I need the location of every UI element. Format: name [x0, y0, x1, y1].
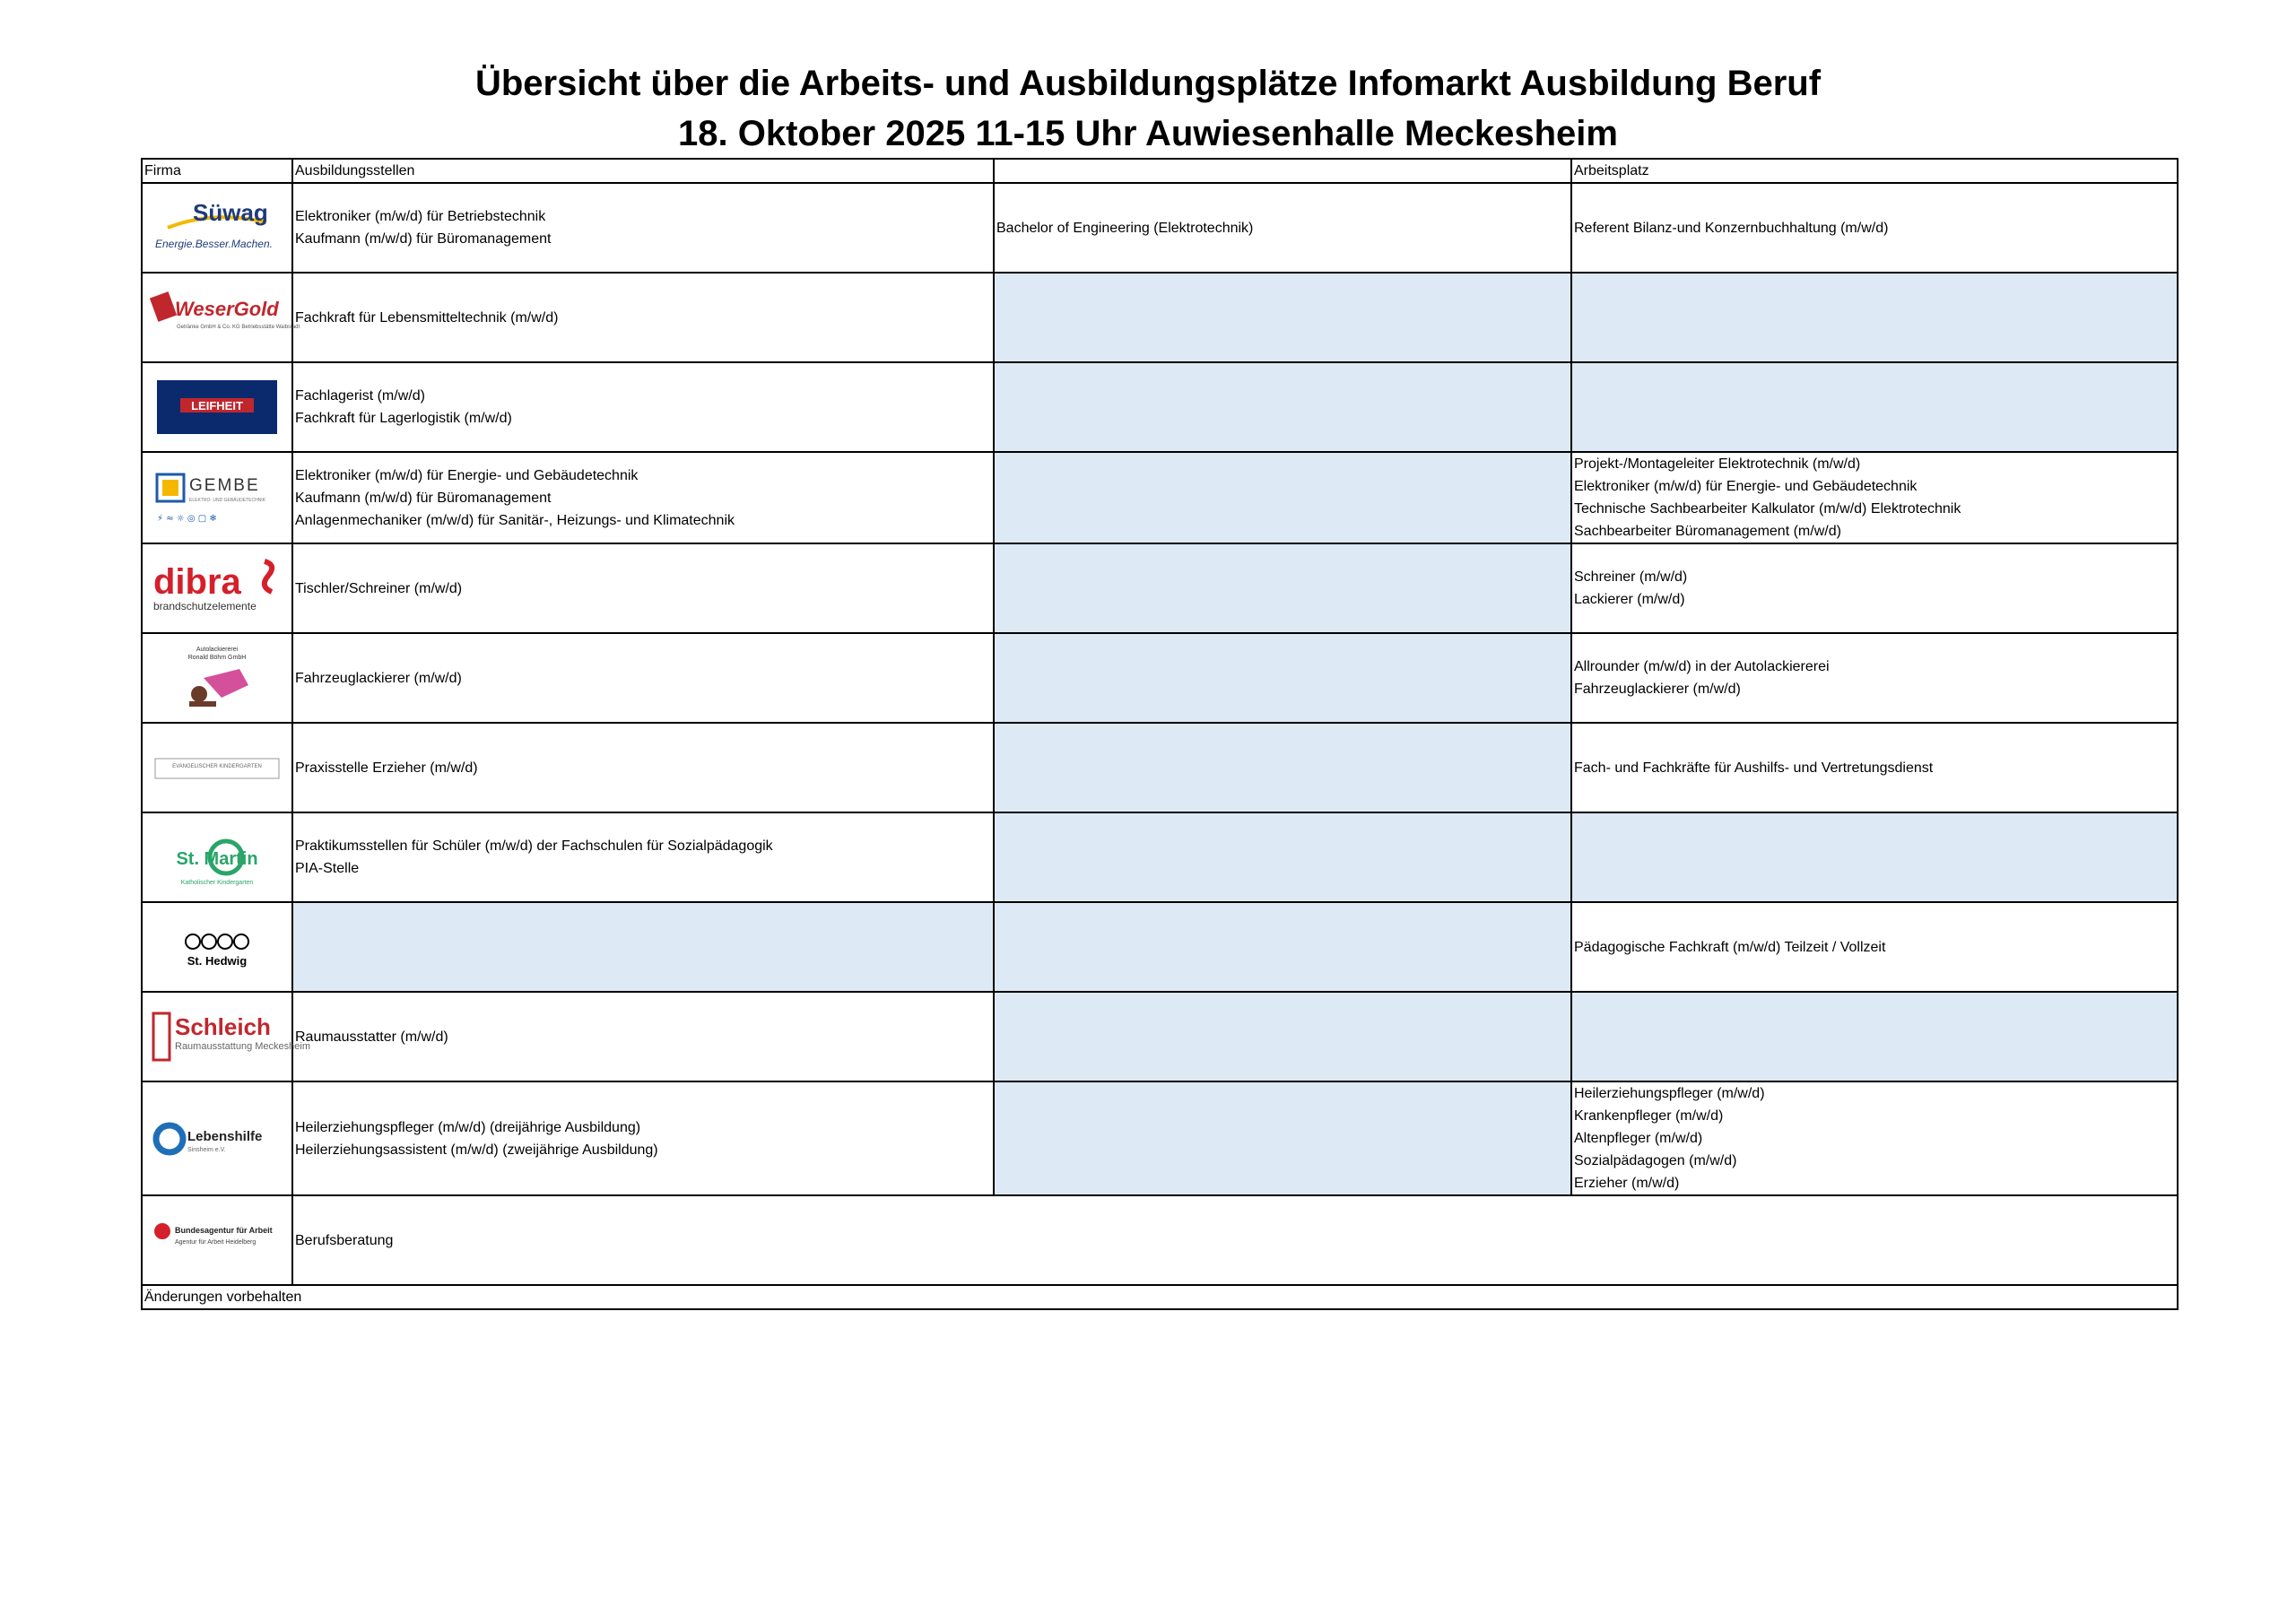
cell-line: Kaufmann (m/w/d) für Büromanagement	[295, 231, 552, 247]
table-row-agentur	[142, 1195, 2178, 1285]
cell-line: Fahrzeuglackierer (m/w/d)	[1574, 682, 1741, 697]
arbeitsplatz-cell	[1571, 183, 2178, 273]
company-logo-cell	[142, 992, 311, 1081]
cell-line: Lackierer (m/w/d)	[1574, 592, 1685, 607]
ausbildung-cell	[292, 902, 994, 992]
painter-base	[189, 701, 216, 707]
bundesagentur-logo	[144, 1204, 290, 1276]
studium-cell	[994, 1081, 1571, 1195]
spray-shape-icon	[204, 669, 248, 698]
table-row	[142, 543, 2178, 633]
jobs-table	[141, 158, 2179, 1310]
ausbildung-cell	[292, 723, 994, 812]
dibra-wordmark: dibra	[153, 562, 241, 602]
table-row	[142, 362, 2178, 452]
studium-cell	[994, 273, 1571, 362]
ausbildung-cell	[292, 362, 994, 452]
child-face-icon	[186, 934, 200, 949]
column-header-arbeitsplatz: Arbeitsplatz	[1571, 159, 2178, 183]
studium-cell	[994, 362, 1571, 452]
company-logo-cell	[142, 633, 292, 723]
company-logo-cell	[142, 723, 292, 812]
cell-line: Projekt-/Montageleiter Elektrotechnik (m/w/d)	[1574, 456, 1861, 472]
st-martin-wordmark: St. Martin	[176, 849, 258, 869]
child-face-icon	[234, 934, 248, 949]
column-header-firma: Firma	[142, 159, 292, 183]
studium-cell	[994, 812, 1571, 902]
table-row	[142, 183, 2178, 273]
gembe-sub: ELEKTRO- UND GEBÄUDETECHNIK	[189, 498, 266, 503]
ausbildung-cell	[292, 183, 994, 273]
arbeitsplatz-cell	[1571, 1081, 2178, 1195]
gembe-mark-inner	[162, 480, 178, 496]
cell-line: Fachlagerist (m/w/d)	[295, 388, 425, 404]
schleich-sub: Raumausstattung Meckesheim	[175, 1041, 311, 1052]
table-row	[142, 812, 2178, 902]
cell-line: Fahrzeuglackierer (m/w/d)	[295, 670, 462, 686]
dibra-sub: brandschutzelemente	[153, 600, 257, 612]
company-logo-cell	[142, 902, 292, 992]
suewag-logo	[144, 192, 290, 264]
cell-line: Sozialpädagogen (m/w/d)	[1574, 1153, 1737, 1168]
autolack-sub: Ronald Böhm GmbH	[187, 655, 247, 661]
cell-line: Krankenpfleger (m/w/d)	[1574, 1108, 1724, 1124]
bundesagentur-wordmark: Bundesagentur für Arbeit	[175, 1226, 273, 1235]
cell-line: Bachelor of Engineering (Elektrotechnik)	[996, 220, 1254, 236]
ausbildung-cell	[292, 812, 994, 902]
gembe-icons: ⚡ ≈ ☼ ◎ ▢ ❄	[157, 514, 217, 524]
table-row	[142, 452, 2178, 543]
wesergold-sub: Getränke GmbH & Co. KG Betriebsstätte Waibstadt	[177, 325, 300, 330]
gembe-wordmark: GEMBE	[189, 476, 260, 495]
autolackiererei-logo	[144, 642, 290, 714]
suewag-slogan: Energie.Besser.Machen.	[155, 238, 273, 250]
arbeitsplatz-cell	[1571, 812, 2178, 902]
cell-line: Heilerziehungsassistent (m/w/d) (zweijährige Ausbildung)	[295, 1142, 658, 1158]
arbeitsplatz-cell	[1571, 452, 2178, 543]
leifheit-logo	[144, 371, 290, 443]
kindergarten-logo	[144, 732, 290, 803]
arbeitsplatz-cell	[1571, 723, 2178, 812]
studium-cell	[994, 902, 1571, 992]
lebenshilfe-mark	[156, 1125, 183, 1152]
company-logo-cell	[142, 812, 292, 902]
company-logo-cell	[142, 452, 292, 543]
cell-line: Pädagogische Fachkraft (m/w/d) Teilzeit / Vollzeit	[1574, 939, 1886, 955]
table-row	[142, 723, 2178, 812]
arbeitsplatz-cell	[1571, 992, 2178, 1081]
changes-reserved-note: Änderungen vorbehalten	[142, 1285, 2178, 1309]
ausbildung-cell	[292, 452, 994, 543]
st-hedwig-wordmark: St. Hedwig	[187, 954, 248, 968]
page-title-line-1: Übersicht über die Arbeits- und Ausbildungsplätze Infomarkt Ausbildung Beruf	[474, 64, 1822, 103]
company-logo-cell	[142, 362, 292, 452]
cell-line: Erzieher (m/w/d)	[1574, 1176, 1680, 1191]
arbeitsplatz-cell	[1571, 362, 2178, 452]
st-martin-logo	[144, 821, 290, 893]
table-row	[142, 633, 2178, 723]
table-footer-row	[142, 1285, 2178, 1309]
cell-line: Heilerziehungspfleger (m/w/d) (dreijährige Ausbildung)	[295, 1119, 641, 1135]
cell-line: Praxisstelle Erzieher (m/w/d)	[295, 760, 478, 776]
cell-line: Tischler/Schreiner (m/w/d)	[295, 580, 463, 596]
kindergarten-wordmark: EVANGELISCHER KINDERGARTEN	[172, 764, 262, 769]
lebenshilfe-logo	[144, 1103, 290, 1175]
ausbildung-cell	[292, 992, 994, 1081]
table-header-row	[142, 159, 2178, 183]
company-logo-cell	[142, 1081, 292, 1195]
column-header-studium	[994, 159, 1571, 183]
suewag-wordmark: Süwag	[193, 199, 268, 226]
table-row	[142, 1081, 2178, 1195]
company-logo-cell	[142, 183, 292, 273]
studium-cell	[994, 633, 1571, 723]
table-row	[142, 992, 2178, 1081]
cell-line: Elektroniker (m/w/d) für Betriebstechnik	[295, 209, 546, 224]
cell-line: Referent Bilanz-und Konzernbuchhaltung (m/w/d)	[1574, 220, 1889, 236]
bundesagentur-sub: Agentur für Arbeit Heidelberg	[175, 1239, 257, 1246]
ausbildung-cell	[292, 543, 994, 633]
column-header-ausbildung: Ausbildungsstellen	[292, 159, 994, 183]
gembe-logo	[144, 462, 290, 534]
cell-line: PIA-Stelle	[295, 861, 360, 876]
table-row	[142, 273, 2178, 362]
bundesagentur-mark	[154, 1223, 170, 1239]
rio-badge	[150, 291, 177, 322]
table-row	[142, 902, 2178, 992]
cell-line: Anlagenmechaniker (m/w/d) für Sanitär-, Heizungs- und Klimatechnik	[295, 512, 735, 528]
lebenshilfe-wordmark: Lebenshilfe	[187, 1128, 263, 1144]
company-logo-cell	[142, 1195, 292, 1285]
cell-line: Praktikumsstellen für Schüler (m/w/d) der Fachschulen für Sozialpädagogik	[295, 838, 773, 854]
ausbildung-cell	[292, 273, 994, 362]
child-face-icon	[218, 934, 232, 949]
leifheit-wordmark: LEIFHEIT	[191, 399, 243, 413]
cell-line: Elektroniker (m/w/d) für Energie- und Gebäudetechnik	[1574, 479, 1918, 494]
studium-cell	[994, 543, 1571, 633]
dibra-logo	[144, 552, 290, 624]
studium-cell	[994, 992, 1571, 1081]
st-hedwig-logo	[144, 911, 290, 983]
ausbildung-cell	[292, 633, 994, 723]
schleich-wordmark: Schleich	[175, 1013, 271, 1040]
st-martin-sub: Katholischer Kindergarten	[180, 880, 254, 886]
cell-line: Heilerziehungspfleger (m/w/d)	[1574, 1086, 1765, 1101]
arbeitsplatz-cell	[1571, 543, 2178, 633]
company-logo-cell	[142, 543, 292, 633]
cell-line: Allrounder (m/w/d) in der Autolackiererei	[1574, 659, 1830, 674]
wesergold-wordmark: WeserGold	[175, 298, 279, 320]
studium-cell	[994, 183, 1571, 273]
lebenshilfe-sub: Sinsheim e.V.	[187, 1146, 226, 1153]
arbeitsplatz-cell	[1571, 633, 2178, 723]
cell-line: Kaufmann (m/w/d) für Büromanagement	[295, 490, 552, 506]
schleich-logo	[144, 1001, 311, 1073]
cell-line: Fach- und Fachkräfte für Aushilfs- und Vertretungsdienst	[1574, 760, 1934, 776]
painter-icon	[191, 686, 207, 702]
arbeitsplatz-cell	[1571, 902, 2178, 992]
autolack-title: Autolackiererei	[196, 647, 239, 653]
cell-line: Fachkraft für Lebensmitteltechnik (m/w/d)	[295, 309, 559, 326]
page-title-line-2: 18. Oktober 2025 11-15 Uhr Auwiesenhalle Meckesheim	[678, 114, 1618, 153]
wesergold-logo	[144, 282, 300, 353]
cell-line: Fachkraft für Lagerlogistik (m/w/d)	[295, 411, 512, 426]
child-face-icon	[202, 934, 216, 949]
cell-line: Schreiner (m/w/d)	[1574, 569, 1688, 585]
cell-line: Elektroniker (m/w/d) für Energie- und Gebäudetechnik	[295, 467, 639, 483]
ausbildung-cell	[292, 1081, 994, 1195]
curtain-icon	[153, 1013, 170, 1060]
cell-line: Sachbearbeiter Büromanagement (m/w/d)	[1574, 524, 1841, 539]
berufsberatung-cell: Berufsberatung	[292, 1195, 2178, 1285]
cell-line: Altenpfleger (m/w/d)	[1574, 1131, 1703, 1146]
studium-cell	[994, 452, 1571, 543]
cell-line: Technische Sachbearbeiter Kalkulator (m/w/d) Elektrotechnik	[1574, 501, 1961, 517]
company-logo-cell	[142, 273, 300, 362]
arbeitsplatz-cell	[1571, 273, 2178, 362]
studium-cell	[994, 723, 1571, 812]
dibra-s-icon	[265, 561, 272, 592]
cell-line: Raumausstatter (m/w/d)	[295, 1029, 448, 1045]
